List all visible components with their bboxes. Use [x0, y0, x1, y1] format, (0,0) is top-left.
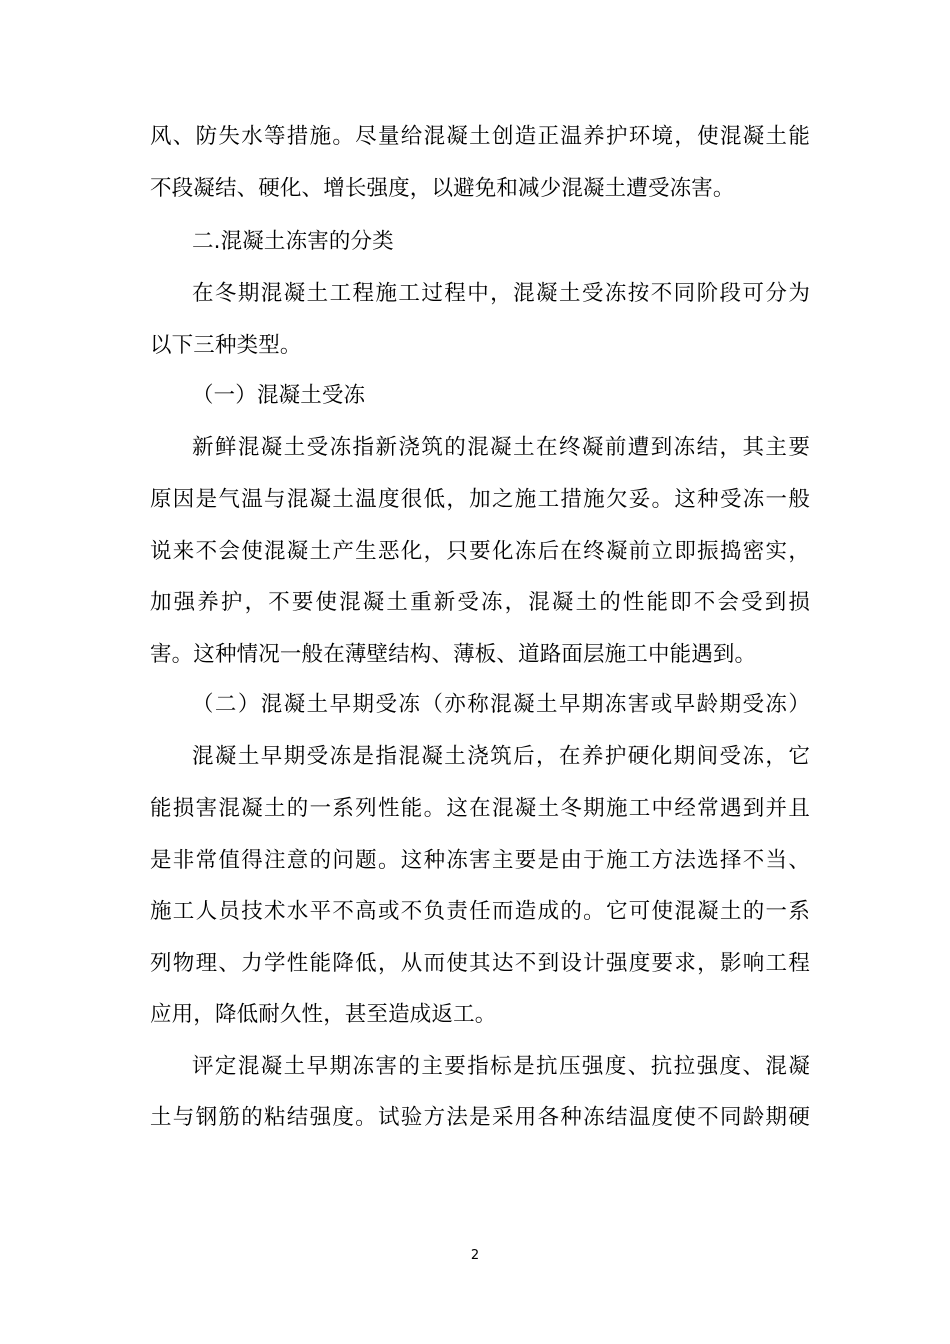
text-line-9: 说来不会使混凝土产生恶化，只要化冻后在终凝前立即振捣密实，	[150, 539, 810, 564]
text-line-18: 应用，降低耐久性，甚至造成返工。	[150, 1002, 497, 1027]
text-line-19: 评定混凝土早期冻害的主要指标是抗压强度、抗拉强度、混凝	[192, 1054, 810, 1079]
subsection-heading-2: （二）混凝土早期受冻（亦称混凝土早期冻害或早龄期受冻）	[192, 692, 810, 717]
text-line-10: 加强养护，不要使混凝土重新受冻，混凝土的性能即不会受到损	[150, 590, 810, 615]
text-line-7: 新鲜混凝土受冻指新浇筑的混凝土在终凝前遭到冻结，其主要	[192, 435, 810, 460]
text-line-4: 在冬期混凝土工程施工过程中，混凝土受冻按不同阶段可分为	[192, 281, 810, 306]
text-line-17: 列物理、力学性能降低，从而使其达不到设计强度要求，影响工程	[150, 951, 810, 976]
text-line-14: 能损害混凝土的一系列性能。这在混凝土冬期施工中经常遇到并且	[150, 796, 810, 821]
text-line-8: 原因是气温与混凝土温度很低，加之施工措施欠妥。这种受冻一般	[150, 487, 810, 512]
text-line-13: 混凝土早期受冻是指混凝土浇筑后，在养护硬化期间受冻，它	[192, 744, 810, 769]
text-line-15: 是非常值得注意的问题。这种冻害主要是由于施工方法选择不当、	[150, 848, 810, 873]
text-line-5: 以下三种类型。	[150, 333, 302, 358]
page-number: 2	[470, 1248, 480, 1263]
text-line-2: 不段凝结、硬化、增长强度，以避免和减少混凝土遭受冻害。	[150, 176, 735, 201]
text-line-11: 害。这种情况一般在薄壁结构、薄板、道路面层施工中能遇到。	[150, 642, 757, 667]
text-line-1: 风、防失水等措施。尽量给混凝土创造正温养护环境，使混凝土能	[150, 124, 810, 149]
subsection-heading-1: （一）混凝土受冻	[192, 383, 366, 408]
text-line-16: 施工人员技术水平不高或不负责任而造成的。它可使混凝土的一系	[150, 899, 810, 924]
text-line-20: 土与钢筋的粘结强度。试验方法是采用各种冻结温度使不同龄期硬	[150, 1105, 810, 1130]
section-heading: 二.混凝土冻害的分类	[192, 229, 394, 254]
